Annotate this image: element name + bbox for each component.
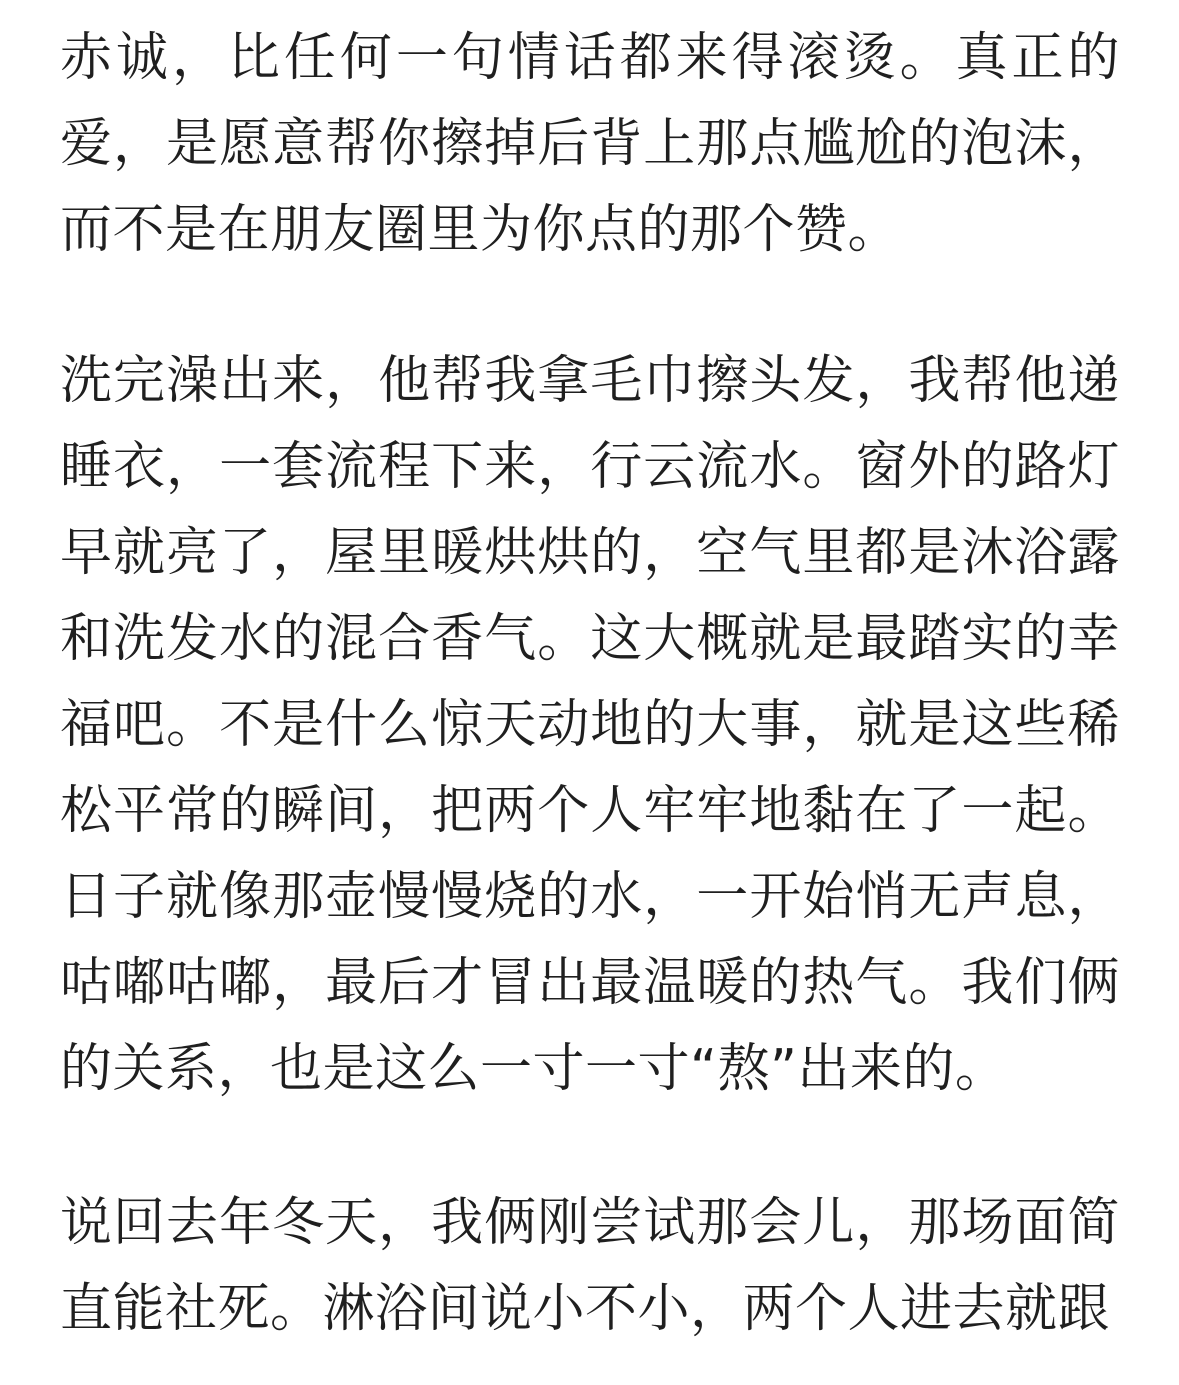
paragraph-1: 赤诚，比任何一句情话都来得滚烫。真正的爱，是愿意帮你擦掉后背上那点尴尬的泡沫，而不是在朋友圈里为你点的那个赞。 xyxy=(60,28,1120,260)
paragraph-2: 洗完澡出来，他帮我拿毛巾擦头发，我帮他递睡衣，一套流程下来，行云流水。窗外的路灯早就亮了，屋里暖烘烘的，空气里都是沐浴露和洗发水的混合香气。这大概就是最踏实的幸福吧。不是什么惊天动地的大事，就是这些稀松平常的瞬间，把两个人牢牢地黏在了一起。日子就像那壶慢慢烧的水，一开始悄无声息，咕嘟咕嘟，最后才冒出最温暖的热气。我们俩的关系，也是这么一寸一寸“熬”出来的。 xyxy=(60,351,1120,1099)
paragraph-3: 说回去年冬天，我俩刚尝试那会儿，那场面简直能社死。淋浴间说小不小，两个人进去就跟 xyxy=(60,1193,1120,1339)
